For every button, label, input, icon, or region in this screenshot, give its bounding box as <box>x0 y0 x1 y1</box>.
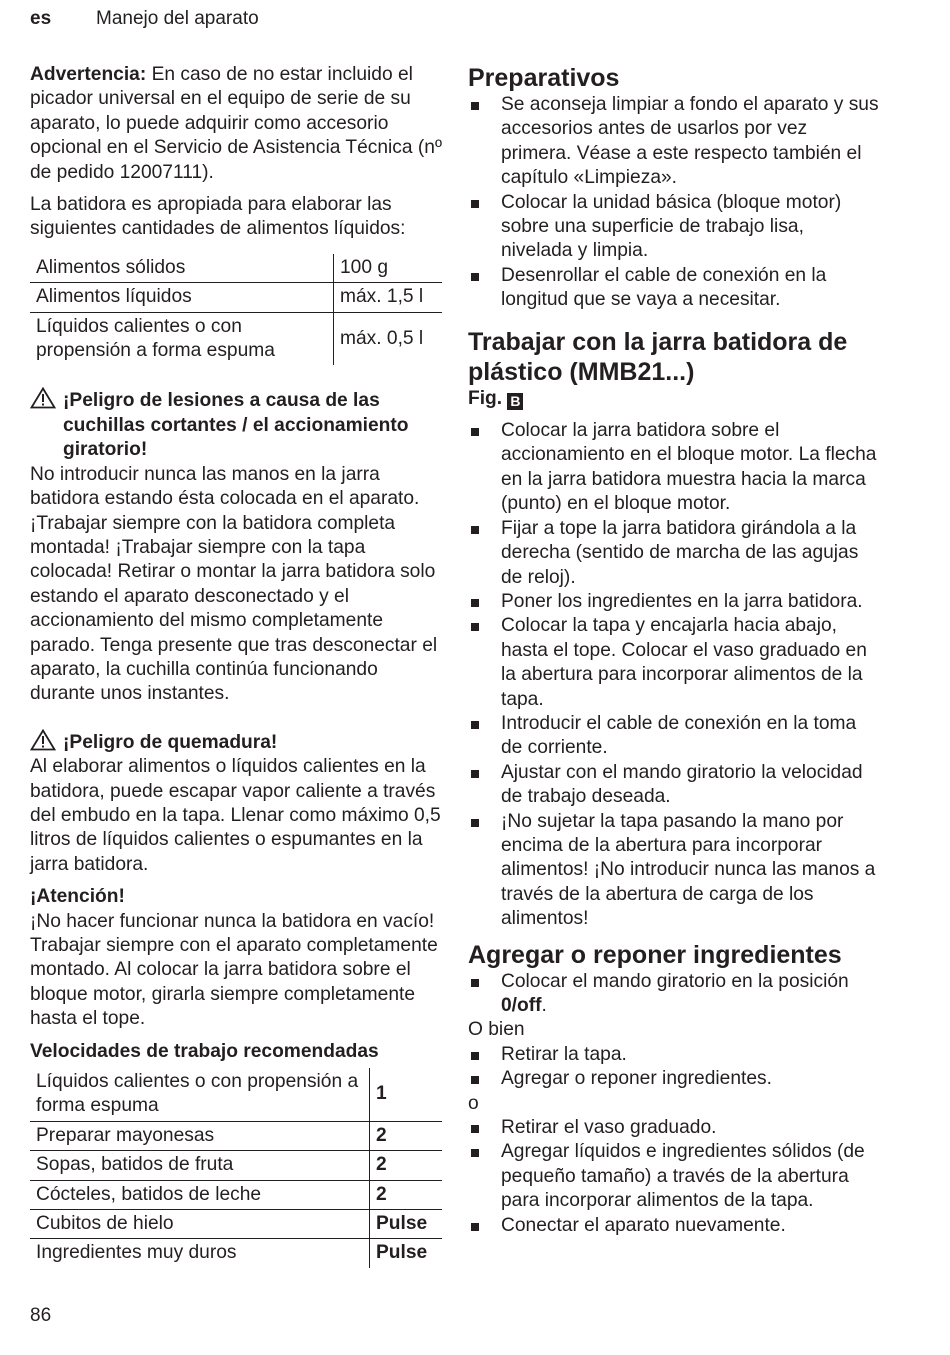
figure-label: Fig. <box>468 387 503 409</box>
list-item-end: . <box>541 995 547 1016</box>
table-cell-label: Alimentos líquidos <box>30 283 334 312</box>
table-cell-label: Cócteles, batidos de leche <box>30 1180 370 1209</box>
injury-warning-title: ¡Peligro de lesiones a causa de las cuchillas cortantes / el accionamiento giratorio! <box>63 390 409 461</box>
table-cell-value: 2 <box>370 1151 443 1180</box>
table-row <box>30 254 442 283</box>
table-cell-value: 2 <box>370 1180 443 1209</box>
table-cell-label: Alimentos sólidos <box>30 254 334 283</box>
language-code: es <box>30 8 52 29</box>
list-item: Agregar líquidos e ingredientes sólidos (de pequeño tamaño) a través de la abertura para incorporar alimentos de la tapa. <box>468 1140 880 1213</box>
jar-steps-list <box>468 419 880 932</box>
table-cell-label: Líquidos calientes o con propensión a forma espuma <box>30 1068 370 1121</box>
table-row <box>30 1239 442 1268</box>
list-item: Introducir el cable de conexión en la toma de corriente. <box>468 712 880 761</box>
table-row <box>30 312 442 365</box>
add-ingredients-heading: Agregar o reponer ingredientes <box>468 940 842 969</box>
list-item: Colocar la jarra batidora sobre el accionamiento en el bloque motor. La flecha en la jarra batidora muestra hacia la marca (punto) en el bloque motor. <box>468 419 880 517</box>
table-cell-value: 2 <box>370 1121 443 1150</box>
table-cell-label: Preparar mayonesas <box>30 1121 370 1150</box>
table-row <box>30 283 442 312</box>
burn-warning-heading <box>30 729 442 755</box>
capacity-intro: La batidora es apropiada para elaborar las siguientes cantidades de alimentos líquidos: <box>30 194 406 240</box>
attention-text: ¡No hacer funcionar nunca la batidora en vacío! Trabajar siempre con el aparato completamente montado. Al colocar la jarra batidora sobre el bloque motor, girarla siempre completamente hasta el tope. <box>30 910 438 1030</box>
list-item: Colocar la unidad básica (bloque motor) sobre una superficie de trabajo lisa, nivelada y limpia. <box>468 191 880 264</box>
or-label-short: o <box>468 1092 479 1114</box>
burn-warning-title: ¡Peligro de quemadura! <box>63 731 278 753</box>
or-label: O bien <box>468 1019 525 1041</box>
table-row <box>30 1151 442 1180</box>
section-title: Manejo del aparato <box>96 8 259 29</box>
page-number: 86 <box>30 1305 52 1326</box>
capacity-table <box>30 254 442 366</box>
add-ingredients-list-3 <box>468 1116 880 1238</box>
list-item <box>468 970 880 1019</box>
table-cell-label: Cubitos de hielo <box>30 1210 370 1239</box>
warning-triangle-icon <box>30 387 56 409</box>
page-header <box>30 8 259 30</box>
jar-heading: Trabajar con la jarra batidora de plástico (MMB21...) <box>468 327 848 386</box>
attention-heading: ¡Atención! <box>30 886 125 908</box>
left-column <box>30 63 442 1268</box>
table-row <box>30 1210 442 1239</box>
table-row <box>30 1121 442 1150</box>
table-cell-value: Pulse <box>370 1239 443 1268</box>
injury-warning-text: No introducir nunca las manos en la jarra batidora estando ésta colocada en el aparato. ¡Trabajar siempre con la batidora completa montada! ¡Trabajar siempre con la tapa colocada! Retirar o montar la jarra batidora solo estando el aparato desconectado y el accionamiento del mismo completamente parado. Tenga presente que tras desconectar el aparato, la cuchilla continúa funcionando durante unos instantes. <box>30 463 438 705</box>
list-item: Conectar el aparato nuevamente. <box>468 1214 880 1238</box>
list-item: Retirar el vaso graduado. <box>468 1116 880 1140</box>
list-item: Colocar la tapa y encajarla hacia abajo, hasta el tope. Colocar el vaso graduado en la abertura para incorporar alimentos de la tapa. <box>468 614 880 712</box>
advertencia-paragraph <box>30 63 442 185</box>
list-item-text: Colocar el mando giratorio en la posición <box>501 970 849 992</box>
list-item: Ajustar con el mando giratorio la velocidad de trabajo deseada. <box>468 761 880 810</box>
list-item: Desenrollar el cable de conexión en la longitud que se vaya a necesitar. <box>468 264 880 313</box>
figure-letter-badge: B <box>507 393 523 410</box>
figure-reference <box>468 387 880 411</box>
table-cell-value: 100 g <box>334 254 443 283</box>
table-row <box>30 1068 442 1121</box>
right-column <box>468 63 880 1238</box>
table-cell-label: Sopas, batidos de fruta <box>30 1151 370 1180</box>
speeds-table <box>30 1068 442 1268</box>
table-row <box>30 1180 442 1209</box>
add-ingredients-list-2 <box>468 1043 880 1092</box>
list-item: Fijar a tope la jarra batidora girándola a la derecha (sentido de marcha de las agujas de reloj). <box>468 517 880 590</box>
table-cell-value: Pulse <box>370 1210 443 1239</box>
preparation-heading: Preparativos <box>468 64 620 92</box>
advertencia-text: En caso de no estar incluido el picador universal en el equipo de serie de su aparato, lo puede adquirir como accesorio opcional en el Servicio de Asistencia Técnica (nº de pedido 12007111). <box>30 64 442 183</box>
list-item: Agregar o reponer ingredientes. <box>468 1067 880 1091</box>
advertencia-label: Advertencia: <box>30 64 147 85</box>
table-cell-label: Ingredientes muy duros <box>36 1242 237 1264</box>
list-item: Se aconseja limpiar a fondo el aparato y sus accesorios antes de usarlos por vez primera. Véase a este respecto también el capítulo «Limpieza». <box>468 93 880 191</box>
table-cell-value: máx. 0,5 l <box>334 312 443 365</box>
list-item: Retirar la tapa. <box>468 1043 880 1067</box>
off-position-label: 0/off <box>501 995 542 1016</box>
injury-warning-heading <box>30 387 442 462</box>
preparation-list <box>468 93 880 313</box>
table-cell-value: máx. 1,5 l <box>334 283 443 312</box>
warning-triangle-icon <box>30 729 56 751</box>
speeds-heading: Velocidades de trabajo recomendadas <box>30 1040 379 1062</box>
table-cell-label: Líquidos calientes o con propensión a forma espuma <box>36 315 275 362</box>
list-item: ¡No sujetar la tapa pasando la mano por encima de la abertura para incorporar alimentos! ¡No introducir nunca las manos a través de la abertura de carga de los alimentos! <box>468 810 880 932</box>
add-ingredients-list-1 <box>468 970 880 1019</box>
table-cell-value: 1 <box>370 1068 443 1121</box>
list-item: Poner los ingredientes en la jarra batidora. <box>468 590 880 614</box>
burn-warning-text: Al elaborar alimentos o líquidos calientes en la batidora, puede escapar vapor caliente a través del embudo en la tapa. Llenar como máximo 0,5 litros de líquidos calientes o espumantes en la jarra batidora. <box>30 756 441 875</box>
